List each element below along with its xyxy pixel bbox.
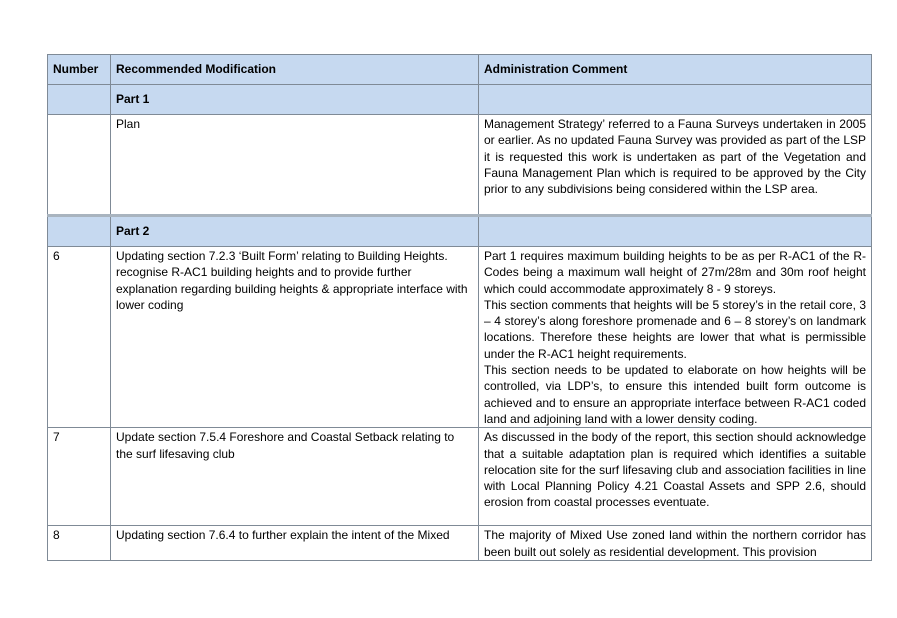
row-modification: Updating section 7.2.3 ‘Built Form’ relating to Building Heights. recognise R-AC1 building heights and to provide further explanation regarding building heights & appropriate interface with lower coding [111, 247, 479, 428]
part-1-row [48, 85, 872, 115]
row-modification: Update section 7.5.4 Foreshore and Coastal Setback relating to the surf lifesaving club [111, 428, 479, 526]
modifications-table [47, 54, 872, 561]
part-2-row [48, 216, 872, 247]
table-row [48, 526, 872, 561]
row-modification: Updating section 7.6.4 to further explain the intent of the Mixed [111, 526, 479, 561]
comment-paragraph: This section needs to be updated to elaborate on how heights will be controlled, via LDP’s, to ensure this intended built form outcome is achieved and to ensure an appropriate interface between R-AC1 coded land and adjoining land with a lower density coding. [484, 363, 866, 426]
row-comment: The majority of Mixed Use zoned land within the northern corridor has been built out solely as residential development. This provision [479, 526, 872, 561]
comment-paragraph: Part 1 requires maximum building heights to be as per R-AC1 of the R-Codes being a maximum wall height of 27m/28m and 30m roof height which could accommodate approximately 8 - 9 storeys. [484, 249, 866, 296]
row-number: 8 [48, 526, 111, 561]
comment-paragraph: This section comments that heights will be 5 storey’s in the retail core, 3 – 4 storey’s along foreshore promenade and 6 – 8 storey’s on landmark locations. Therefore these heights are lower that what is permissible under the R-AC1 height requirements. [484, 297, 866, 361]
header-recommended-modification: Recommended Modification [111, 55, 479, 85]
row-comment: As discussed in the body of the report, this section should acknowledge that a suitable adaptation plan is required which identifies a suitable relocation site for the surf lifesaving club and association facilities in line with Local Planning Policy 4.21 Coastal Assets and SPP 2.6, should erosion from coastal processes eventuate. [479, 428, 872, 526]
table-header-row [48, 55, 872, 85]
table-row [48, 247, 872, 428]
table-row [48, 428, 872, 526]
row-comment [479, 247, 872, 428]
part-1-label: Part 1 [111, 85, 479, 115]
row-number: 7 [48, 428, 111, 526]
table-row [48, 115, 872, 216]
header-number: Number [48, 55, 111, 85]
row-comment: Management Strategy’ referred to a Fauna Surveys undertaken in 2005 or earlier. As no updated Fauna Survey was provided as part of the LSP it is requested this work is undertaken as part of the Vegetation and Fauna Management Plan which is required to be approved by the City prior to any subdivisions being considered within the LSP area. [479, 115, 872, 216]
row-number: 6 [48, 247, 111, 428]
row-number [48, 115, 111, 216]
row-modification: Plan [111, 115, 479, 216]
header-administration-comment: Administration Comment [479, 55, 872, 85]
part-2-label: Part 2 [111, 216, 479, 247]
